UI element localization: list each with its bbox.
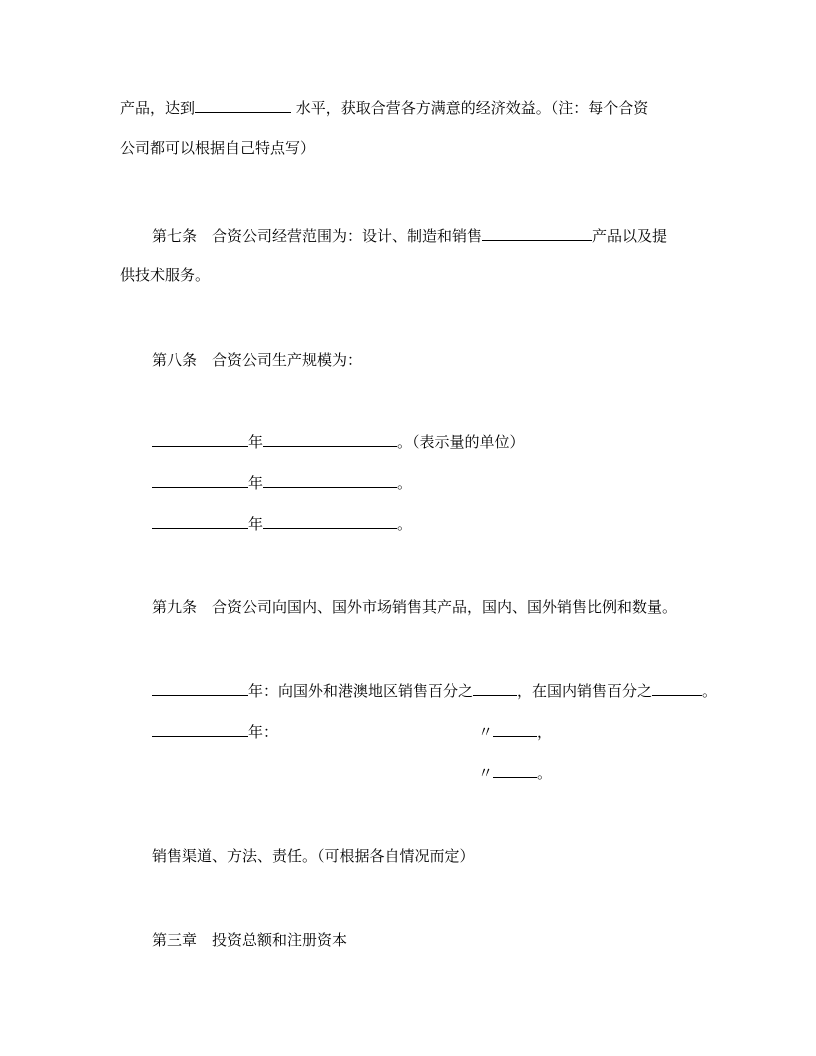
text: 年 [248,474,264,492]
text: ， [537,723,553,741]
blank-field [195,97,291,113]
paragraph-line [120,97,648,118]
ditto-mark: 〃 [478,764,494,782]
text: 公司都可以根据自己特点写） [120,139,316,157]
ditto-mark: 〃 [478,723,494,741]
chapter-3-heading [152,930,347,950]
text: 年：向国外和港澳地区销售百分之 [248,682,474,700]
text: 第八条 合资公司生产规模为： [152,351,363,369]
text: ，在国内销售百分之 [517,682,653,700]
blank-field [152,431,248,447]
blank-field [263,472,397,488]
text: 。 [702,682,718,700]
blank-field [493,762,537,778]
text: 年 [248,433,264,451]
blank-field [652,680,702,696]
paragraph-line [120,265,210,285]
production-row [152,472,412,493]
text: 。 [397,515,413,533]
blank-field [152,721,248,737]
article-8-title [152,350,362,370]
text: 年： [248,723,279,741]
blank-field [493,721,537,737]
text: 第三章 投资总额和注册资本 [152,931,348,949]
text: 第七条 合资公司经营范围为：设计、制造和销售 [152,227,483,245]
sales-ratio-row [152,721,278,742]
text: 供技术服务。 [120,266,211,284]
ditto-row [478,721,552,742]
sales-ratio-row [152,680,717,701]
blank-field [473,680,517,696]
article-7 [152,225,667,246]
blank-field [482,225,592,241]
production-row [152,513,412,534]
blank-field [263,513,397,529]
text: 销售渠道、方法、责任。（可根据各自情况而定） [152,847,475,865]
text: 产品，达到 [120,99,196,117]
text: 。（表示量的单位） [397,433,525,451]
sales-channels [152,846,475,866]
text: 产品以及提 [592,227,668,245]
blank-field [152,472,248,488]
blank-field [152,680,248,696]
text: 水平，获取合营各方满意的经济效益。（注：每个合资 [291,99,649,117]
paragraph-line [120,138,315,158]
ditto-row [478,762,552,783]
production-row [152,431,525,452]
text: 年 [248,515,264,533]
text: 。 [397,474,413,492]
blank-field [263,431,397,447]
text: 第九条 合资公司向国内、国外市场销售其产品，国内、国外销售比例和数量。 [152,598,678,616]
article-9-title [152,597,677,617]
text: 。 [537,764,553,782]
blank-field [152,513,248,529]
